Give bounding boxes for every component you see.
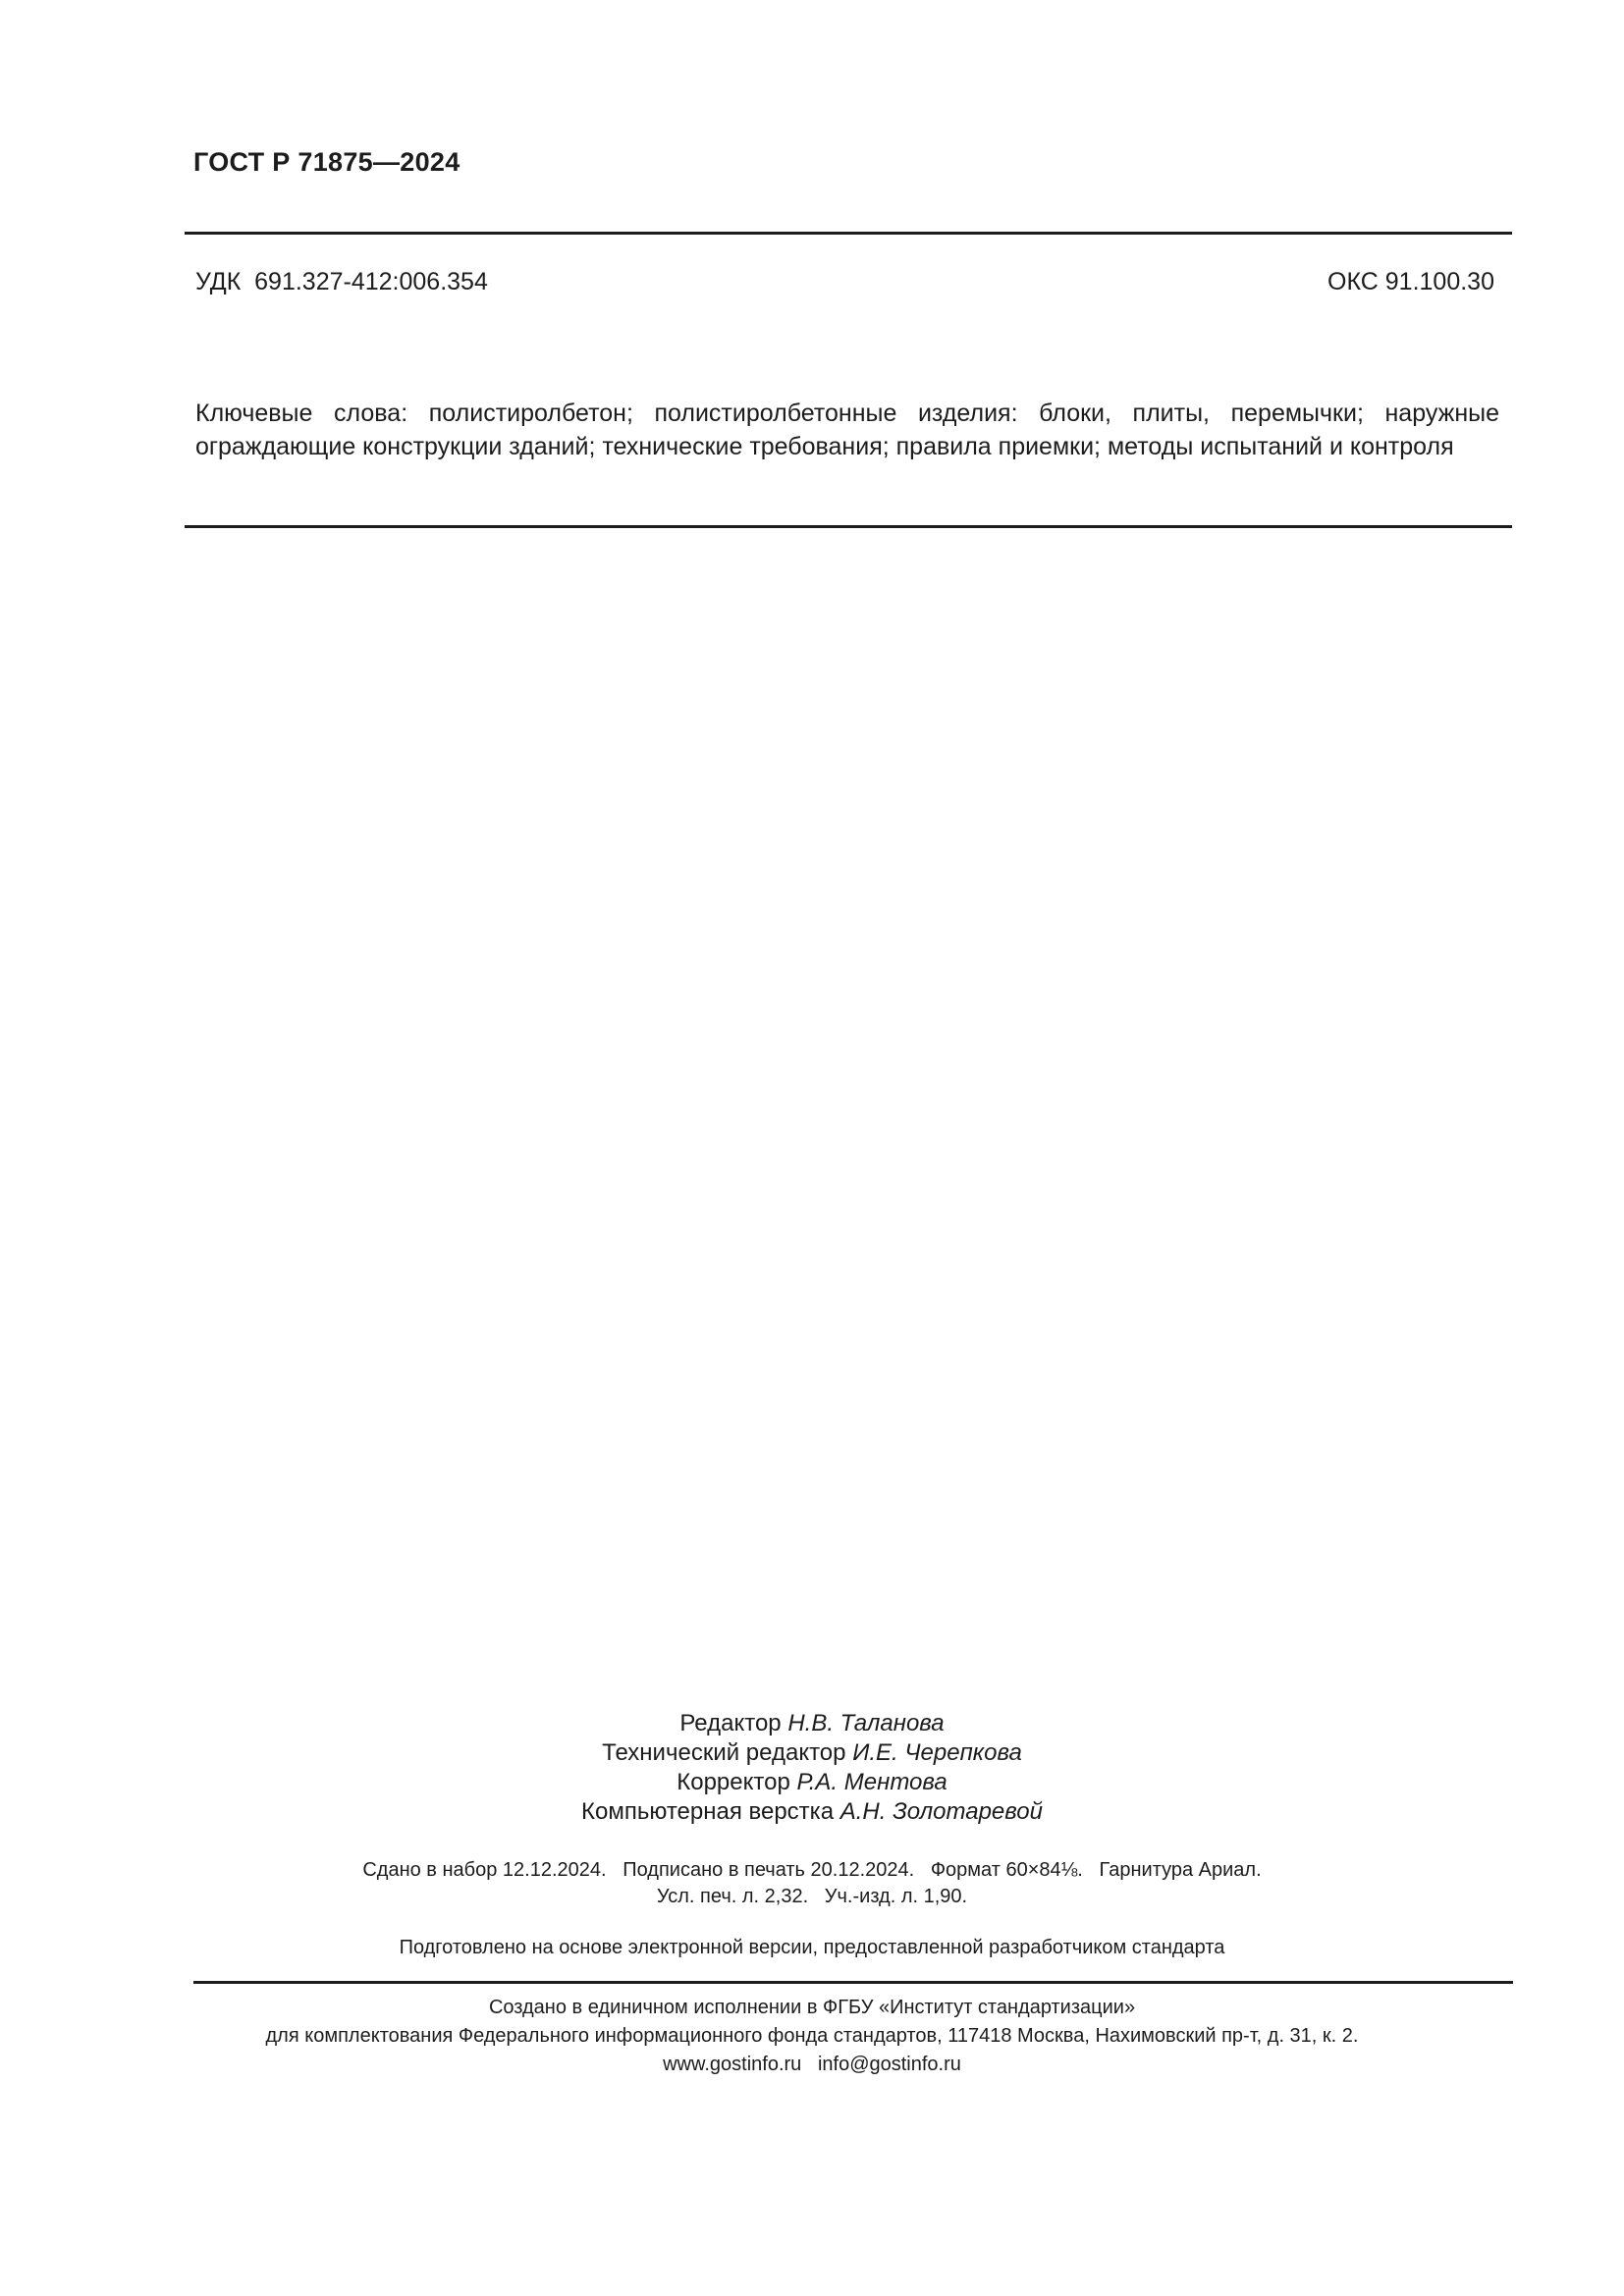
footer-line1: Создано в единичном исполнении в ФГБУ «Институт стандартизации» xyxy=(488,1997,1136,2018)
oks-code: ОКС 91.100.30 xyxy=(1327,268,1494,295)
credit-editor: Редактор Н.В. Таланова xyxy=(679,1710,945,1736)
email-link[interactable]: info@gostinfo.ru xyxy=(817,2054,961,2075)
footer-line2: для комплектования Федерального информационного фонда стандартов, 117418 Москва, Нахимовский пр-т, д. 31, к. 2. xyxy=(265,2025,1359,2047)
footer-divider xyxy=(193,1981,1513,1984)
print-info-line1: Сдано в набор 12.12.2024. Подписано в печать 20.12.2024. Формат 60×84⅛. Гарнитура Ариал. xyxy=(362,1859,1262,1881)
credit-proofreader: Корректор Р.А. Ментова xyxy=(677,1769,947,1795)
print-info xyxy=(0,1857,1624,1910)
keywords-divider xyxy=(185,525,1512,528)
website-link[interactable]: www.gostinfo.ru xyxy=(663,2054,802,2075)
keywords-paragraph: Ключевые слова: полистиролбетон; полистиролбетонные изделия: блоки, плиты, перемычки; наружные ограждающие конструкции зданий; технические требования; правила приемки; методы испытаний и контроля xyxy=(195,400,1499,460)
print-info-line2: Усл. печ. л. 2,32. Уч.-изд. л. 1,90. xyxy=(656,1886,968,1907)
udk-code: УДК 691.327-412:006.354 xyxy=(195,268,488,295)
footer-contacts xyxy=(0,2051,1624,2079)
publisher-footer xyxy=(0,1994,1624,2079)
credits-block xyxy=(0,1709,1624,1827)
prepared-note: Подготовлено на основе электронной версии, предоставленной разработчиком стандарта xyxy=(399,1937,1225,1958)
document-code: ГОСТ Р 71875—2024 xyxy=(193,147,460,177)
credit-tech-editor: Технический редактор И.Е. Черепкова xyxy=(602,1739,1022,1766)
top-divider xyxy=(185,232,1512,235)
credit-layout: Компьютерная верстка А.Н. Золотаревой xyxy=(581,1798,1043,1825)
